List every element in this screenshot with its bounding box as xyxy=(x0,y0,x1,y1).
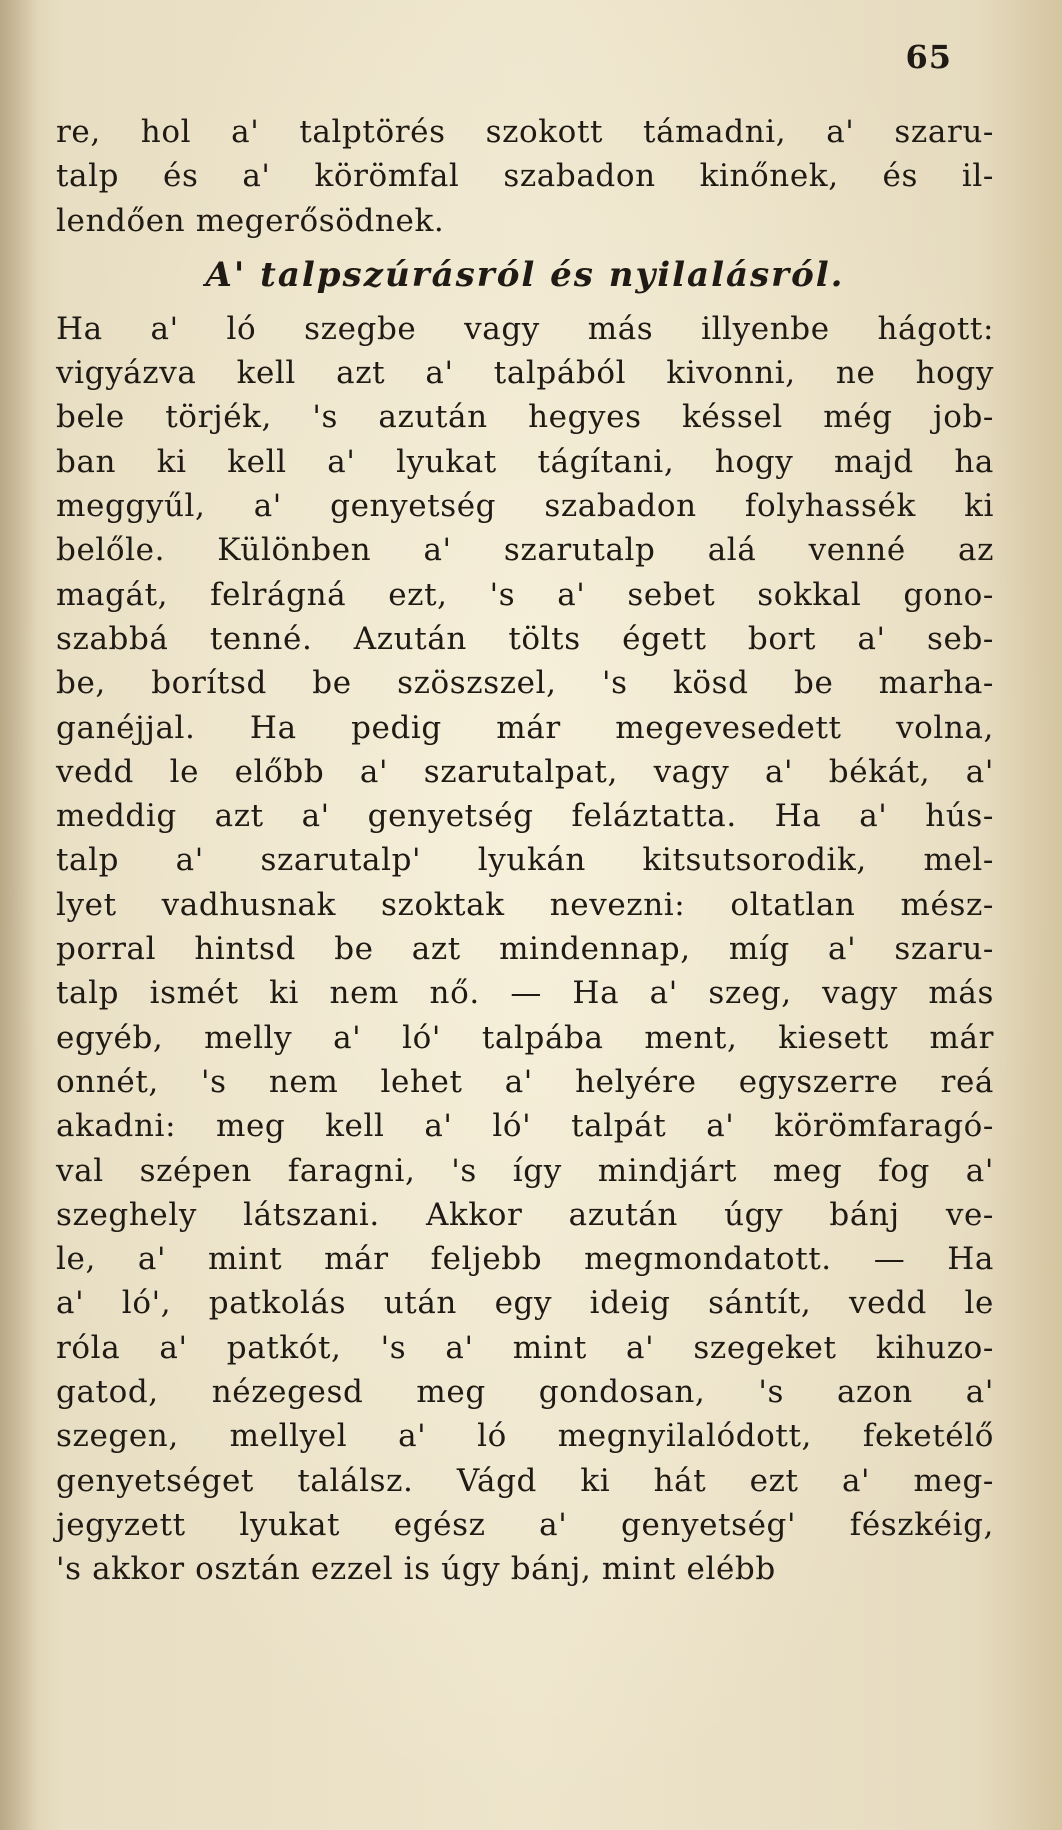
text-line: onnét, 's nem lehet a' helyére egyszerre reá xyxy=(56,1063,994,1100)
page-text xyxy=(56,110,994,1592)
text-line: szabbá tenné. Azután tölts égett bort a' seb- xyxy=(56,620,994,657)
text-line: meggyűl, a' genyetség szabadon folyhassék ki xyxy=(56,488,994,525)
text-line: 's akkor osztán ezzel is úgy bánj, mint elébb xyxy=(56,1551,776,1588)
text-line: belőle. Különben a' szarutalp alá venné az xyxy=(56,532,994,569)
text-line: porral hintsd be azt mindennap, míg a' szaru- xyxy=(56,931,994,968)
text-line: meddig azt a' genyetség feláztatta. Ha a' hús- xyxy=(56,798,994,835)
paragraph-2 xyxy=(56,307,994,1592)
text-line: ganéjjal. Ha pedig már megevesedett volna, xyxy=(56,709,994,746)
text-line: egyéb, melly a' ló' talpába ment, kiesett már xyxy=(56,1019,994,1056)
text-line: ban ki kell a' lyukat tágítani, hogy majd ha xyxy=(56,443,994,480)
text-line: vedd le előbb a' szarutalpat, vagy a' békát, a' xyxy=(56,753,994,790)
paragraph-1 xyxy=(56,110,994,243)
text-line: re, hol a' talptörés szokott támadni, a' szaru- xyxy=(56,114,994,150)
text-line: talp és a' körömfal szabadon kinőnek, és il- xyxy=(56,158,994,195)
text-line: genyetséget találsz. Vágd ki hát ezt a' meg- xyxy=(56,1462,994,1499)
text-line: jegyzett lyukat egész a' genyetség' fészkéig, xyxy=(56,1506,994,1543)
text-line: a' ló', patkolás után egy ideig sántít, vedd le xyxy=(56,1285,994,1322)
spine-shadow xyxy=(0,0,38,1830)
text-line: róla a' patkót, 's a' mint a' szegeket kihuzo- xyxy=(56,1329,994,1366)
text-line: szegen, mellyel a' ló megnyilalódott, feketélő xyxy=(56,1418,994,1455)
text-line: Ha a' ló szegbe vagy más illyenbe hágott: xyxy=(56,310,994,347)
page-number: 65 xyxy=(905,38,952,76)
text-line: akadni: meg kell a' ló' talpát a' körömfaragó- xyxy=(56,1108,994,1145)
text-line: lyet vadhusnak szoktak nevezni: oltatlan mész- xyxy=(56,886,994,923)
text-line: val szépen faragni, 's így mindjárt meg fog a' xyxy=(56,1152,994,1189)
text-line: magát, felrágná ezt, 's a' sebet sokkal gono- xyxy=(56,576,994,613)
text-line: bele törjék, 's azután hegyes késsel még job- xyxy=(56,399,994,436)
text-line: szeghely látszani. Akkor azután úgy bánj ve- xyxy=(56,1196,994,1233)
text-line: talp a' szarutalp' lyukán kitsutsorodik, mel- xyxy=(56,842,994,879)
text-line: le, a' mint már feljebb megmondatott. — Ha xyxy=(56,1241,994,1278)
section-heading: A' talpszúrásról és nyilalásról. xyxy=(205,254,845,295)
text-line: be, borítsd be szöszszel, 's kösd be marha- xyxy=(56,665,994,702)
text-line: lendően megerősödnek. xyxy=(56,202,445,239)
text-line: gatod, nézegesd meg gondosan, 's azon a' xyxy=(56,1374,994,1411)
text-line: vigyázva kell azt a' talpából kivonni, ne hogy xyxy=(56,355,994,392)
text-line: talp ismét ki nem nő. — Ha a' szeg, vagy más xyxy=(56,975,994,1012)
